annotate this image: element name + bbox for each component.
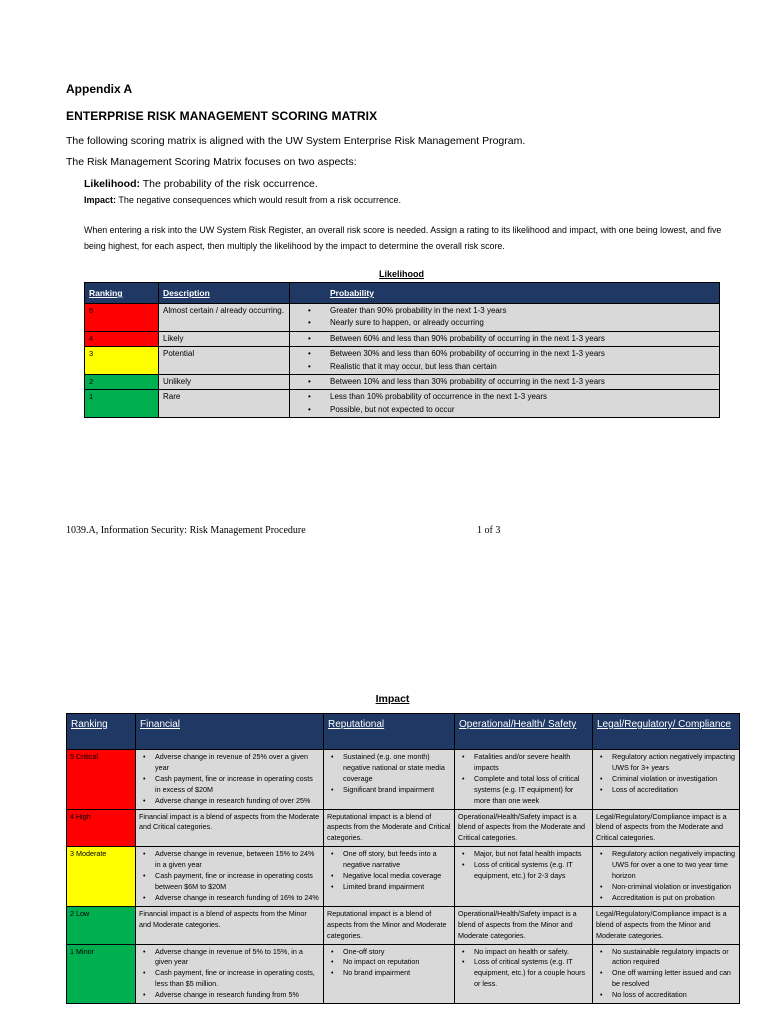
ranking-cell: 5 <box>85 304 159 332</box>
bullet-item: • Adverse change in research funding from 5% <box>139 990 320 1001</box>
legal-list <box>596 947 736 1002</box>
bullet-item: • No impact on health or safety. <box>458 947 589 958</box>
probability-cell <box>290 375 720 390</box>
operational-cell: Operational/Health/Safety impact is a blend of aspects from the Moderate and Critical categories. <box>455 809 593 847</box>
ranking-cell: 4 High <box>67 809 136 847</box>
intro-paragraph-2: The Risk Management Scoring Matrix focuses on two aspects: <box>66 156 357 168</box>
bullet-item: • Significant brand impairment <box>327 785 451 796</box>
legal-list <box>596 849 736 904</box>
reputational-cell <box>324 847 455 907</box>
impact-header-row <box>67 714 740 750</box>
bullet-item: • Non-criminal violation or investigation <box>596 882 736 893</box>
bullet-item: • Fatalities and/or severe health impacts <box>458 752 589 774</box>
reputational-cell <box>324 750 455 810</box>
legal-cell <box>593 750 740 810</box>
ranking-cell: 5 Critical <box>67 750 136 810</box>
probability-cell <box>290 331 720 346</box>
impact-term: Impact: <box>84 195 117 205</box>
likelihood-table <box>84 282 720 418</box>
header-ranking: Ranking <box>67 714 136 750</box>
impact-table-caption: Impact <box>375 693 410 705</box>
bullet-item: • One off warning letter issued and can be resolved <box>596 968 736 990</box>
bullet-item: • Loss of critical systems (e.g. IT equipment, etc.) for 2-3 days <box>458 860 589 882</box>
ranking-cell: 1 Minor <box>67 944 136 1004</box>
document-title: ENTERPRISE RISK MANAGEMENT SCORING MATRIX <box>66 109 378 123</box>
header-probability: Probability <box>290 283 720 304</box>
likelihood-row <box>85 331 720 346</box>
bullet-item: • Loss of critical systems (e.g. IT equipment, etc.) for a couple hours or less. <box>458 957 589 990</box>
likelihood-row <box>85 390 720 418</box>
financial-list <box>139 849 320 904</box>
bullet-item: • Negative local media coverage <box>327 871 451 882</box>
financial-cell <box>136 847 324 907</box>
bullet-item: • Adverse change in revenue of 5% to 15%, in a given year <box>139 947 320 969</box>
likelihood-term: Likelihood: <box>84 178 140 190</box>
probability-list <box>294 333 715 345</box>
bullet-item: • Cash payment, fine or increase in operating costs in excess of $20M <box>139 774 320 796</box>
description-cell: Rare <box>159 390 290 418</box>
description-cell: Unlikely <box>159 375 290 390</box>
legal-cell <box>593 944 740 1004</box>
header-operational: Operational/Health/ Safety <box>455 714 593 750</box>
bullet-item: • Realistic that it may occur, but less than certain <box>294 361 715 373</box>
description-cell: Almost certain / already occurring. <box>159 304 290 332</box>
impact-row <box>67 906 740 944</box>
likelihood-definition <box>84 178 318 190</box>
bullet-item: • No loss of accreditation <box>596 990 736 1001</box>
impact-definition <box>84 195 401 205</box>
bullet-item: • Accreditation is put on probation <box>596 893 736 904</box>
bullet-item: • Adverse change in revenue of 25% over a given year <box>139 752 320 774</box>
impact-row <box>67 809 740 847</box>
description-cell: Potential <box>159 347 290 375</box>
bullet-item: • Adverse change in revenue, between 15% to 24% in a given year <box>139 849 320 871</box>
legal-list <box>596 752 736 796</box>
footer-document-reference: 1039.A, Information Security: Risk Management Procedure <box>66 525 306 536</box>
impact-row <box>67 750 740 810</box>
financial-list <box>139 752 320 807</box>
bullet-item: • Criminal violation or investigation <box>596 774 736 785</box>
bullet-item: • Major, but not fatal health impacts <box>458 849 589 860</box>
probability-cell <box>290 304 720 332</box>
bullet-item: • Between 10% and less than 30% probability of occurring in the next 1-3 years <box>294 376 715 388</box>
legal-cell <box>593 847 740 907</box>
likelihood-definition-text: The probability of the risk occurrence. <box>140 178 318 190</box>
reputational-list <box>327 849 451 893</box>
footer-page-number: 1 of 3 <box>477 525 501 536</box>
instructions-paragraph: When entering a risk into the UW System Risk Register, an overall risk score is needed. Assign a rating to its likelihood and impact, with one being lowest, and five being highest, for each aspect, then multiply the likelihood by the impact to determine the overall risk score. <box>84 225 722 251</box>
legal-cell: Legal/Regulatory/Compliance impact is a blend of aspects from the Minor and Moderate categories. <box>593 906 740 944</box>
ranking-cell: 2 <box>85 375 159 390</box>
ranking-cell: 2 Low <box>67 906 136 944</box>
probability-list <box>294 391 715 416</box>
impact-definition-text: The negative consequences which would result from a risk occurrence. <box>116 195 401 205</box>
bullet-item: • Greater than 90% probability in the next 1-3 years <box>294 305 715 317</box>
likelihood-header-row <box>85 283 720 304</box>
bullet-item: • Cash payment, fine or increase in operating costs between $6M to $20M <box>139 871 320 893</box>
impact-row <box>67 847 740 907</box>
bullet-item: • One off story, but feeds into a negative narrative <box>327 849 451 871</box>
header-financial: Financial <box>136 714 324 750</box>
ranking-cell: 4 <box>85 331 159 346</box>
reputational-cell: Reputational impact is a blend of aspects from the Moderate and Critical categories. <box>324 809 455 847</box>
operational-cell: Operational/Health/Safety impact is a blend of aspects from the Minor and Moderate categories. <box>455 906 593 944</box>
ranking-cell: 3 Moderate <box>67 847 136 907</box>
header-description: Description <box>159 283 290 304</box>
bullet-item: • No brand impairment <box>327 968 451 979</box>
bullet-item: • Adverse change in research funding of over 25% <box>139 796 320 807</box>
bullet-item: • Regulatory action negatively impacting UWS for over a one to two year time horizon <box>596 849 736 882</box>
operational-cell <box>455 944 593 1004</box>
impact-row <box>67 944 740 1004</box>
bullet-item: • Limited brand impairment <box>327 882 451 893</box>
financial-cell <box>136 750 324 810</box>
bullet-item: • Nearly sure to happen, or already occurring <box>294 317 715 329</box>
operational-cell <box>455 847 593 907</box>
probability-cell <box>290 347 720 375</box>
operational-list <box>458 849 589 882</box>
reputational-cell <box>324 944 455 1004</box>
header-ranking: Ranking <box>85 283 159 304</box>
operational-list <box>458 947 589 991</box>
legal-cell: Legal/Regulatory/Compliance impact is a blend of aspects from the Moderate and Critical categories. <box>593 809 740 847</box>
ranking-cell: 3 <box>85 347 159 375</box>
likelihood-table-caption: Likelihood <box>379 269 424 279</box>
probability-list <box>294 348 715 373</box>
impact-table <box>66 713 740 1004</box>
header-reputational: Reputational <box>324 714 455 750</box>
bullet-item: • Adverse change in research funding of 16% to 24% <box>139 893 320 904</box>
bullet-item: • Less than 10% probability of occurrence in the next 1-3 years <box>294 391 715 403</box>
bullet-item: • Possible, but not expected to occur <box>294 404 715 416</box>
bullet-item: • Cash payment, fine or increase in operating costs, less than $5 million. <box>139 968 320 990</box>
ranking-cell: 1 <box>85 390 159 418</box>
bullet-item: • Complete and total loss of critical systems (e.g. IT equipment) for more than one week <box>458 774 589 807</box>
bullet-item: • Regulatory action negatively impacting UWS for 3+ years <box>596 752 736 774</box>
intro-paragraph-1: The following scoring matrix is aligned with the UW System Enterprise Risk Management Program. <box>66 135 526 147</box>
probability-list <box>294 376 715 388</box>
reputational-list <box>327 947 451 980</box>
bullet-item: • No sustainable regulatory impacts or action required <box>596 947 736 969</box>
probability-cell <box>290 390 720 418</box>
likelihood-row <box>85 347 720 375</box>
likelihood-row <box>85 304 720 332</box>
operational-cell <box>455 750 593 810</box>
reputational-cell: Reputational impact is a blend of aspects from the Minor and Moderate categories. <box>324 906 455 944</box>
financial-cell: Financial impact is a blend of aspects from the Minor and Moderate categories. <box>136 906 324 944</box>
financial-cell: Financial impact is a blend of aspects from the Moderate and Critical categories. <box>136 809 324 847</box>
bullet-item: • One-off story <box>327 947 451 958</box>
operational-list <box>458 752 589 807</box>
appendix-heading: Appendix A <box>66 82 133 96</box>
bullet-item: • Loss of accreditation <box>596 785 736 796</box>
bullet-item: • No impact on reputation <box>327 957 451 968</box>
financial-list <box>139 947 320 1002</box>
description-cell: Likely <box>159 331 290 346</box>
likelihood-row <box>85 375 720 390</box>
probability-list <box>294 305 715 330</box>
bullet-item: • Between 60% and less than 90% probability of occurring in the next 1-3 years <box>294 333 715 345</box>
financial-cell <box>136 944 324 1004</box>
reputational-list <box>327 752 451 796</box>
bullet-item: • Between 30% and less than 60% probability of occurring in the next 1-3 years <box>294 348 715 360</box>
header-legal: Legal/Regulatory/ Compliance <box>593 714 740 750</box>
bullet-item: • Sustained (e.g. one month) negative national or state media coverage <box>327 752 451 785</box>
